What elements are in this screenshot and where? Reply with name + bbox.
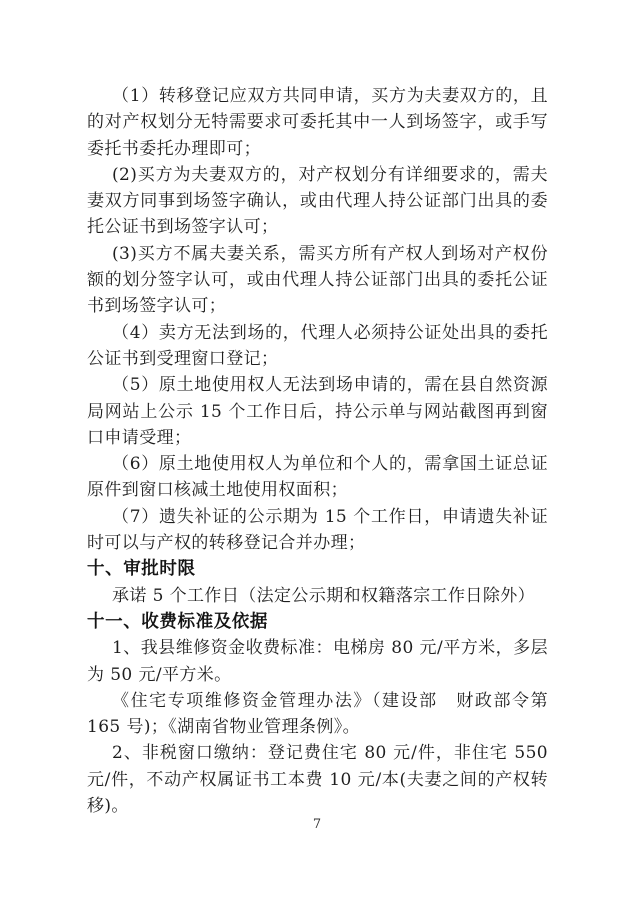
document-text-block bbox=[87, 83, 548, 819]
paragraph-fee-item-2: 2、非税窗口缴纳：登记费住宅 80 元/件，非住宅 550 元/件，不动产权属证书工本费 10 元/本(夫妻之间的产权转移)。 bbox=[87, 743, 548, 817]
paragraph-transfer-item-3: (3)买方不属夫妻关系，需买方所有产权人到场对产权份额的划分签字认可，或由代理人持公证部门出具的委托公证书到场签字认可； bbox=[87, 243, 548, 317]
paragraph-transfer-item-5: （5）原土地使用权人无法到场申请的，需在县自然资源局网站上公示 15 个工作日后，持公示单与网站截图再到窗口申请受理； bbox=[87, 375, 548, 448]
paragraph-transfer-item-1: （1）转移登记应双方共同申请，买方为夫妻双方的，且的对产权划分无特需要求可委托其中一人到场签字，或手写委托书委托办理即可； bbox=[87, 86, 548, 159]
paragraph-transfer-item-6: （6）原土地使用权人为单位和个人的，需拿国土证总证原件到窗口核减土地使用权面积； bbox=[87, 454, 548, 501]
heading-fee-standards: 十一、收费标准及依据 bbox=[87, 611, 268, 632]
heading-approval-time-limit: 十、审批时限 bbox=[87, 559, 196, 580]
paragraph-transfer-item-4: （4）卖方无法到场的，代理人必须持公证处出具的委托公证书到受理窗口登记； bbox=[87, 322, 548, 369]
paragraph-transfer-item-7: （7）遗失补证的公示期为 15 个工作日，申请遗失补证时可以与产权的转移登记合并办理； bbox=[87, 506, 548, 554]
paragraph-transfer-item-2: (2)买方为夫妻双方的，对产权划分有详细要求的，需夫妻双方同事到场签字确认，或由代理人持公证部门出具的委托公证书到场签字认可； bbox=[87, 164, 548, 238]
paragraph-fee-basis: 《住宅专项维修资金管理办法》（建设部 财政部令第 165 号)；《湖南省物业管理条例》。 bbox=[87, 690, 548, 738]
paragraph-approval-promise: 承诺 5 个工作日（法定公示期和权籍落宗工作日除外） bbox=[112, 585, 536, 606]
page-number: 7 bbox=[312, 817, 322, 832]
paragraph-fee-item-1: 1、我县维修资金收费标准：电梯房 80 元/平方米，多层为 50 元/平方米。 bbox=[87, 638, 548, 685]
